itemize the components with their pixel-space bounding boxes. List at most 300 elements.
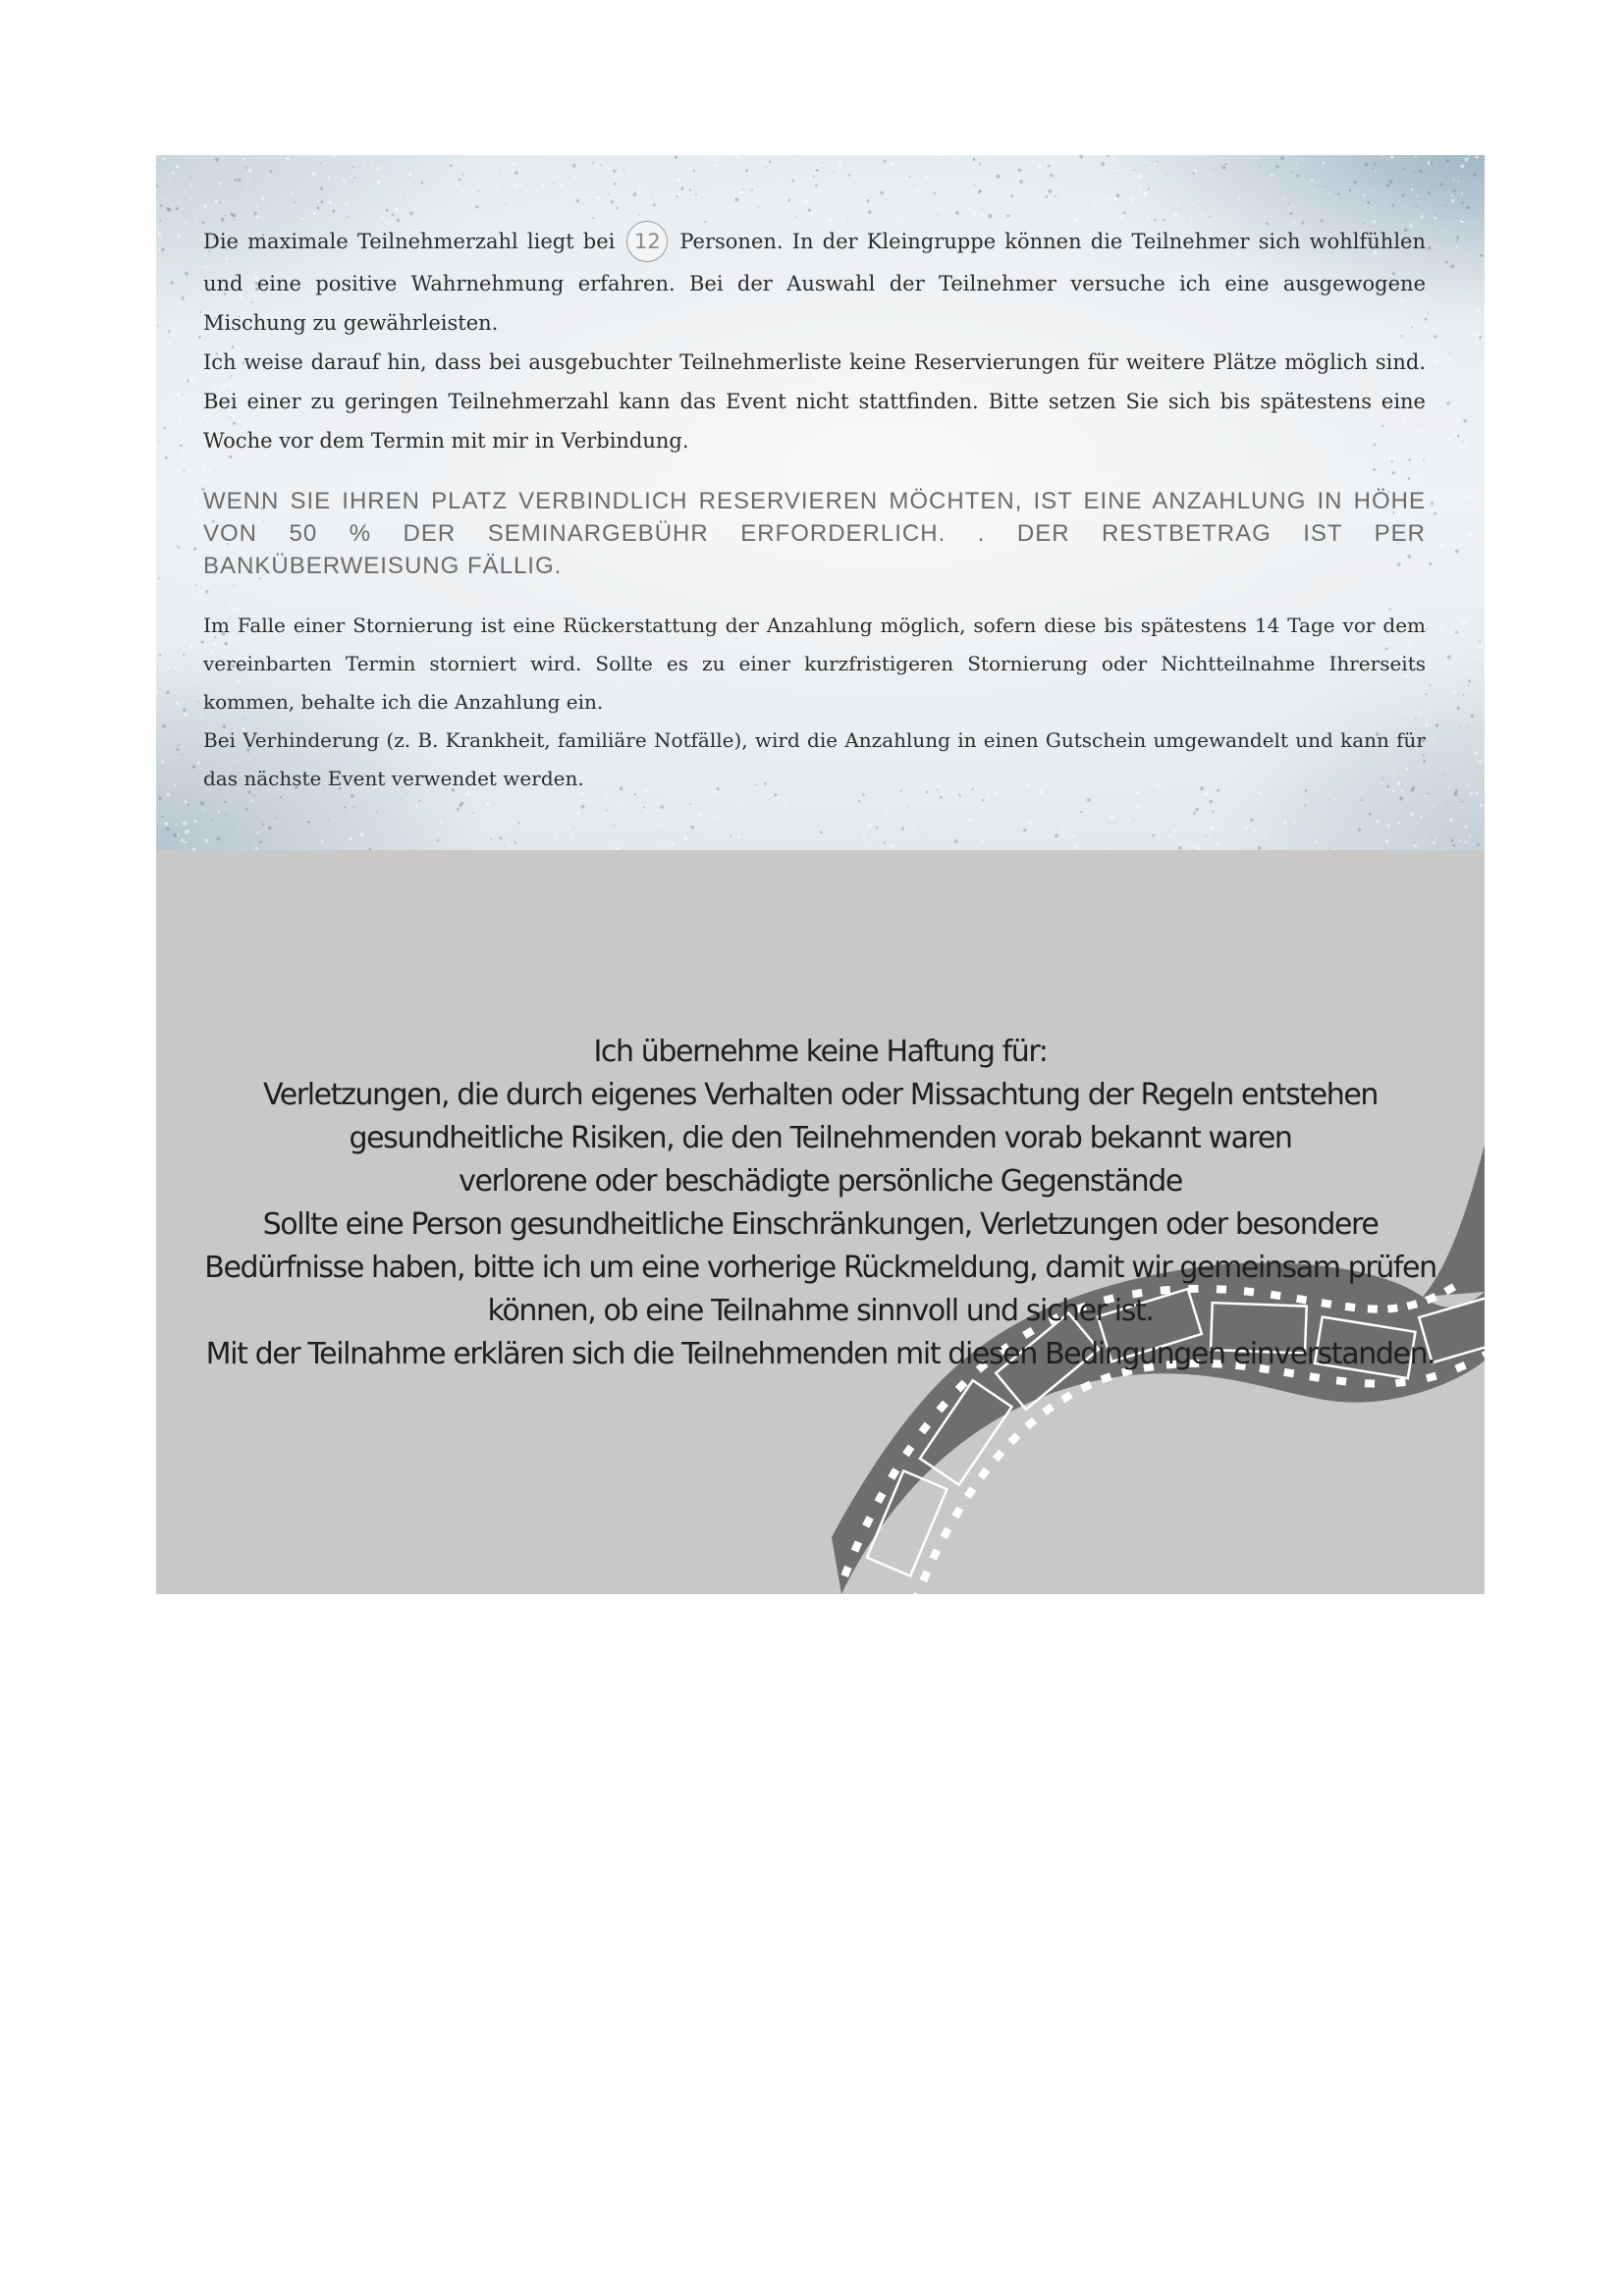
texture-speck (880, 190, 884, 194)
texture-speck (188, 829, 190, 832)
texture-speck (1055, 834, 1058, 838)
texture-speck (1416, 205, 1418, 207)
texture-speck (226, 603, 227, 604)
texture-speck (1304, 804, 1306, 806)
sprocket-hole (1042, 1404, 1055, 1415)
texture-speck (1451, 839, 1454, 842)
texture-speck (184, 470, 186, 472)
texture-speck (178, 744, 180, 746)
texture-speck (1440, 543, 1444, 547)
texture-speck (1449, 351, 1451, 353)
texture-speck (1152, 834, 1155, 837)
texture-speck (1389, 180, 1393, 184)
texture-speck (1462, 511, 1464, 513)
texture-speck (1455, 789, 1458, 792)
texture-speck (182, 754, 183, 755)
texture-speck (156, 167, 158, 169)
texture-speck (1311, 180, 1314, 183)
texture-speck (917, 189, 920, 192)
texture-speck (614, 183, 617, 186)
texture-speck (1072, 834, 1076, 838)
disclaimer-line: Verletzungen, die durch eigenes Verhalten oder Missachtung der Regeln entstehen (262, 1078, 1379, 1112)
texture-speck (346, 203, 349, 206)
texture-speck (392, 214, 395, 217)
texture-speck (332, 155, 335, 158)
liability-panel (156, 850, 1485, 1594)
texture-speck (1432, 185, 1434, 187)
texture-speck (243, 158, 244, 160)
texture-speck (168, 330, 171, 333)
texture-speck (1328, 848, 1329, 849)
texture-speck (360, 168, 362, 170)
texture-speck (200, 801, 204, 805)
texture-speck (1238, 197, 1240, 199)
texture-speck (1469, 532, 1473, 536)
texture-speck (1325, 186, 1326, 187)
texture-speck (217, 837, 220, 840)
texture-speck (813, 175, 815, 177)
texture-speck (1153, 167, 1154, 168)
texture-speck (997, 175, 1001, 179)
texture-speck (699, 813, 703, 817)
texture-speck (1145, 165, 1146, 166)
texture-speck (1375, 171, 1377, 173)
texture-speck (848, 174, 851, 177)
texture-speck (1137, 175, 1141, 179)
texture-speck (362, 164, 364, 166)
texture-speck (518, 823, 520, 825)
texture-speck (1314, 190, 1316, 192)
texture-speck (574, 175, 578, 179)
texture-speck (600, 164, 602, 166)
texture-speck (1462, 441, 1463, 442)
texture-speck (1414, 844, 1417, 847)
texture-speck (515, 185, 518, 187)
texture-speck (195, 584, 197, 586)
texture-speck (1353, 181, 1356, 184)
texture-speck (225, 215, 227, 217)
texture-speck (1477, 843, 1480, 846)
texture-speck (560, 184, 563, 187)
texture-speck (1475, 155, 1478, 158)
disclaimer-line: Mit der Teilnahme erklären sich die Teilnehmenden mit diesen Bedingungen einverstanden. (205, 1337, 1435, 1371)
texture-speck (178, 834, 180, 836)
texture-speck (730, 834, 731, 836)
texture-speck (242, 188, 243, 189)
texture-speck (1435, 838, 1436, 840)
texture-speck (214, 469, 215, 470)
texture-speck (972, 158, 975, 161)
texture-speck (714, 164, 717, 167)
texture-speck (1163, 219, 1164, 221)
texture-speck (405, 195, 406, 196)
texture-speck (178, 417, 181, 420)
texture-speck (676, 195, 677, 197)
texture-speck (735, 197, 739, 201)
texture-speck (415, 804, 418, 807)
texture-speck (185, 272, 189, 276)
texture-speck (1284, 821, 1287, 824)
texture-speck (1390, 155, 1394, 159)
texture-speck (381, 216, 384, 219)
texture-speck (1398, 822, 1401, 825)
texture-speck (159, 654, 161, 656)
texture-speck (1174, 188, 1176, 190)
texture-speck (758, 206, 759, 207)
texture-speck (1435, 358, 1437, 361)
texture-speck (504, 845, 506, 847)
texture-speck (675, 156, 677, 159)
texture-speck (159, 220, 161, 222)
texture-speck (168, 682, 170, 684)
texture-speck (1451, 264, 1455, 268)
texture-speck (450, 164, 453, 167)
texture-speck (1212, 810, 1214, 812)
texture-speck (478, 189, 480, 191)
texture-speck (1131, 198, 1134, 201)
texture-speck (472, 812, 474, 814)
texture-speck (1172, 828, 1176, 832)
texture-speck (660, 805, 664, 809)
texture-speck (352, 822, 353, 823)
texture-speck (1349, 189, 1352, 192)
texture-speck (1033, 816, 1034, 817)
texture-speck (193, 685, 194, 686)
texture-speck (596, 195, 600, 199)
texture-speck (575, 830, 576, 831)
texture-speck (1447, 802, 1449, 804)
texture-speck (1463, 217, 1464, 218)
texture-speck (608, 193, 610, 195)
texture-speck (1452, 847, 1453, 848)
texture-speck (911, 213, 913, 215)
texture-speck (238, 179, 242, 183)
texture-speck (1373, 468, 1376, 471)
texture-speck (672, 842, 675, 845)
texture-speck (1419, 170, 1423, 174)
texture-speck (641, 811, 643, 813)
texture-speck (1447, 656, 1451, 660)
texture-speck (1468, 679, 1471, 682)
texture-speck (1446, 401, 1449, 404)
texture-speck (1079, 155, 1083, 158)
disclaimer-line: können, ob eine Teilnahme sinnvoll und sicher ist. (487, 1294, 1154, 1328)
texture-speck (790, 183, 791, 184)
texture-speck (592, 162, 594, 164)
texture-speck (226, 213, 227, 214)
texture-speck (1420, 816, 1423, 819)
texture-speck (1222, 166, 1226, 170)
texture-speck (180, 444, 183, 447)
texture-speck (1155, 163, 1157, 165)
texture-speck (435, 188, 437, 190)
texture-speck (740, 805, 743, 808)
texture-speck (156, 185, 158, 187)
texture-speck (167, 793, 171, 797)
texture-speck (868, 210, 872, 214)
texture-speck (1462, 621, 1466, 625)
texture-speck (462, 174, 464, 176)
texture-speck (900, 216, 903, 219)
texture-speck (1329, 192, 1331, 194)
texture-speck (169, 178, 171, 180)
texture-speck (320, 200, 323, 203)
texture-speck (1408, 477, 1411, 480)
participants-text (203, 222, 1426, 460)
texture-speck (161, 247, 165, 251)
texture-speck (1205, 835, 1206, 836)
texture-speck (321, 840, 324, 843)
sprocket-hole (910, 1592, 921, 1594)
texture-speck (959, 194, 960, 195)
texture-speck (219, 201, 221, 203)
texture-speck (683, 836, 687, 840)
texture-speck (1154, 179, 1155, 180)
texture-speck (1434, 217, 1436, 220)
texture-speck (259, 583, 262, 586)
texture-speck (1367, 201, 1370, 204)
texture-speck (203, 204, 207, 208)
texture-speck (643, 806, 645, 808)
texture-speck (1476, 656, 1478, 658)
sprocket-hole (1060, 1391, 1073, 1403)
texture-speck (239, 807, 240, 808)
texture-speck (1428, 191, 1431, 194)
texture-speck (1047, 206, 1050, 209)
texture-speck (182, 450, 185, 453)
texture-speck (217, 810, 220, 813)
texture-speck (386, 209, 389, 212)
texture-speck (937, 187, 939, 189)
texture-speck (808, 208, 811, 211)
texture-speck (1449, 819, 1453, 823)
texture-speck (933, 192, 936, 195)
sprocket-hole (951, 1506, 963, 1519)
texture-speck (1465, 495, 1469, 499)
texture-speck (1444, 205, 1446, 207)
texture-speck (1463, 419, 1466, 422)
texture-speck (1475, 792, 1478, 795)
texture-speck (1479, 761, 1482, 764)
texture-speck (1465, 841, 1468, 844)
texture-speck (1421, 215, 1424, 218)
texture-speck (319, 162, 321, 164)
texture-speck (439, 820, 442, 823)
texture-speck (158, 797, 161, 800)
texture-speck (814, 173, 816, 175)
texture-speck (616, 207, 618, 209)
texture-speck (156, 197, 157, 198)
texture-speck (205, 590, 208, 593)
texture-speck (912, 825, 914, 827)
texture-speck (407, 176, 408, 177)
texture-speck (1429, 709, 1431, 711)
texture-speck (173, 454, 175, 456)
texture-speck (1421, 201, 1422, 202)
texture-speck (1469, 834, 1471, 836)
texture-speck (225, 814, 227, 816)
texture-speck (1441, 327, 1443, 329)
texture-speck (1475, 752, 1478, 755)
texture-speck (291, 192, 293, 194)
sprocket-hole (964, 1486, 976, 1499)
texture-speck (1192, 202, 1194, 204)
texture-speck (952, 845, 954, 847)
texture-speck (688, 191, 690, 193)
texture-speck (662, 164, 664, 166)
texture-speck (638, 186, 641, 188)
texture-speck (165, 197, 167, 199)
deposit-notice: WENN SIE IHREN PLATZ VERBINDLICH RESERVIEREN MÖCHTEN, IST EINE ANZAHLUNG IN HÖHE VON 50 % DER SEMINARGEBÜHR ERFORDERLICH. . DER RESTBETRAG IST PER BANKÜBERWEISUNG FÄLLIG. (203, 488, 1426, 579)
texture-speck (174, 784, 176, 786)
texture-speck (1451, 194, 1453, 196)
texture-speck (1445, 261, 1448, 264)
texture-speck (980, 214, 983, 217)
cancellation-paragraph: Im Falle einer Stornierung ist eine Rückerstattung der Anzahlung möglich, sofern diese bis spätestens 14 Tage vor dem vereinbarten Termin storniert wird. Sollte es zu einer kurzfristigeren Stornierung oder Nichtteilnahme Ihrerseits kommen, behalte ich die Anzahlung ein. (203, 614, 1426, 714)
texture-speck (800, 194, 802, 196)
texture-speck (187, 254, 188, 255)
texture-speck (352, 166, 354, 168)
texture-speck (165, 456, 168, 459)
texture-speck (1116, 193, 1120, 197)
texture-speck (190, 198, 192, 200)
sprocket-hole (993, 1450, 1005, 1463)
texture-speck (352, 807, 354, 809)
texture-speck (1113, 158, 1116, 161)
texture-speck (1271, 174, 1273, 177)
texture-speck (349, 837, 352, 841)
texture-speck (611, 200, 614, 203)
texture-speck (1337, 193, 1340, 196)
texture-speck (169, 342, 172, 345)
texture-speck (891, 162, 893, 165)
texture-speck (974, 185, 975, 186)
texture-speck (867, 841, 869, 843)
texture-speck (769, 161, 771, 163)
texture-speck (1048, 165, 1051, 168)
texture-speck (1429, 684, 1431, 686)
texture-speck (343, 180, 347, 184)
texture-speck (1386, 184, 1389, 187)
texture-speck (791, 208, 793, 210)
texture-speck (728, 826, 729, 827)
texture-speck (1110, 816, 1114, 820)
texture-speck (1010, 194, 1013, 197)
texture-speck (1165, 175, 1166, 176)
texture-speck (606, 810, 608, 812)
texture-speck (437, 839, 439, 841)
texture-speck (1106, 197, 1109, 200)
texture-speck (768, 191, 769, 192)
texture-speck (328, 176, 331, 179)
texture-speck (187, 380, 189, 383)
texture-speck (1174, 213, 1178, 217)
texture-speck (462, 160, 463, 161)
texture-speck (555, 834, 557, 836)
texture-speck (1435, 723, 1439, 727)
texture-speck (452, 217, 453, 218)
texture-speck (1280, 156, 1284, 160)
texture-speck (185, 800, 188, 803)
texture-speck (1029, 820, 1032, 823)
texture-speck (1455, 631, 1458, 634)
texture-speck (1433, 740, 1435, 742)
texture-speck (805, 199, 808, 202)
texture-speck (233, 584, 234, 585)
texture-speck (576, 199, 579, 202)
texture-speck (663, 843, 665, 845)
texture-speck (981, 840, 984, 843)
sprocket-hole (1365, 1379, 1375, 1387)
texture-speck (1410, 813, 1414, 817)
texture-speck (1019, 180, 1023, 184)
texture-speck (680, 187, 683, 190)
texture-speck (514, 171, 518, 175)
texture-speck (1447, 786, 1449, 788)
texture-speck (179, 202, 180, 203)
texture-speck (1195, 808, 1198, 811)
texture-speck (513, 162, 515, 165)
texture-speck (312, 172, 316, 176)
texture-speck (693, 169, 695, 171)
texture-speck (569, 836, 571, 838)
texture-speck (1424, 837, 1425, 838)
texture-speck (1266, 837, 1268, 839)
texture-speck (866, 199, 869, 202)
texture-speck (1457, 181, 1459, 183)
texture-speck (1451, 632, 1453, 634)
texture-speck (1061, 826, 1064, 828)
texture-speck (215, 158, 219, 162)
texture-speck (1322, 162, 1325, 165)
texture-speck (677, 193, 679, 195)
texture-speck (162, 816, 164, 818)
texture-speck (847, 218, 849, 220)
texture-speck (164, 427, 167, 430)
texture-speck (207, 841, 208, 842)
texture-speck (176, 824, 178, 826)
texture-speck (1434, 304, 1436, 307)
texture-speck (1391, 460, 1393, 462)
texture-speck (344, 806, 346, 808)
texture-speck (1480, 803, 1483, 806)
texture-speck (1148, 187, 1150, 189)
texture-speck (1464, 441, 1467, 444)
texture-speck (1431, 502, 1434, 505)
texture-speck (176, 165, 179, 168)
texture-speck (482, 183, 484, 185)
texture-speck (251, 799, 254, 802)
texture-speck (188, 804, 189, 806)
texture-speck (956, 157, 958, 159)
texture-speck (1210, 174, 1212, 176)
texture-speck (499, 172, 500, 173)
texture-speck (295, 201, 297, 203)
texture-speck (1437, 595, 1438, 596)
texture-speck (590, 192, 592, 194)
texture-speck (162, 724, 166, 728)
texture-speck (1209, 216, 1211, 218)
texture-speck (224, 801, 227, 804)
texture-speck (157, 691, 159, 693)
texture-speck (526, 195, 528, 197)
texture-speck (1457, 418, 1461, 422)
texture-speck (1479, 641, 1481, 643)
texture-speck (1480, 254, 1483, 257)
disclaimer-line: Bedürfnisse haben, bitte ich um eine vorherige Rückmeldung, damit wir gemeinsam prüfen (204, 1251, 1436, 1285)
texture-speck (876, 827, 879, 829)
texture-speck (1462, 219, 1464, 221)
